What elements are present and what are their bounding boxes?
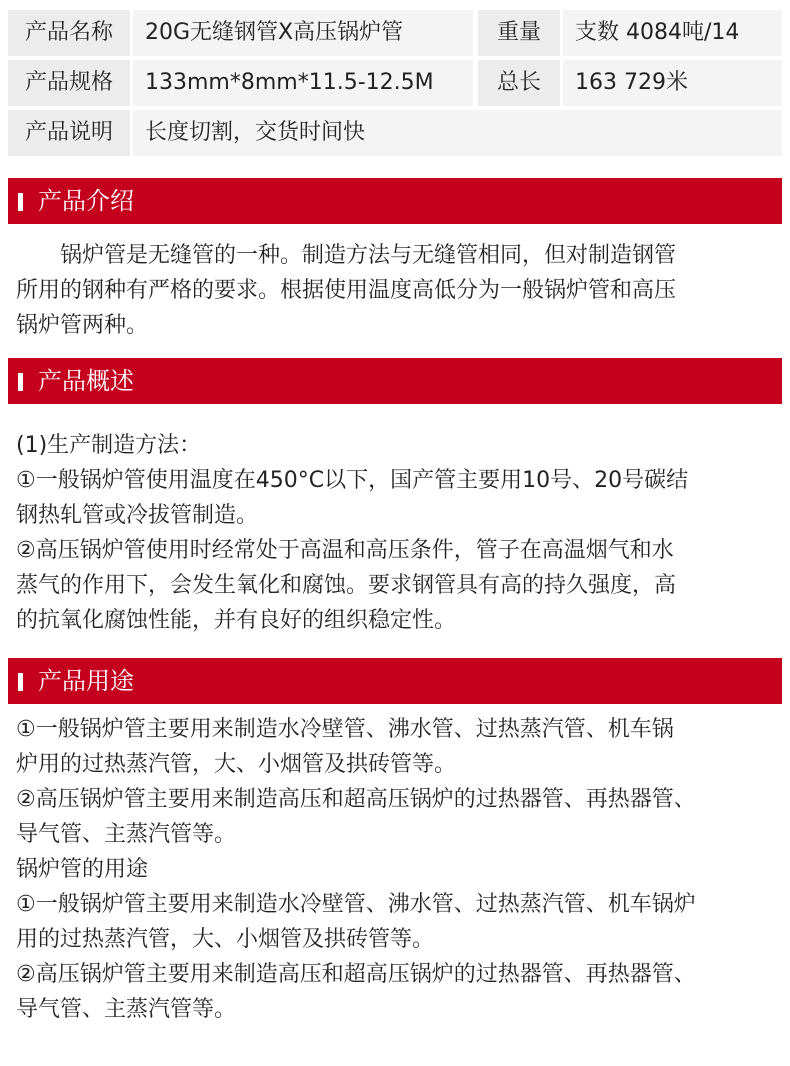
spec-label: 产品规格 bbox=[8, 60, 130, 106]
section-marker bbox=[18, 193, 23, 211]
text-line: ①一般锅炉管使用温度在450°C以下，国产管主要用10号、20号碳结 bbox=[16, 468, 689, 493]
text-line: 蒸气的作用下，会发生氧化和腐蚀。要求钢管具有高的持久强度，高 bbox=[16, 573, 677, 598]
spec-label: 总长 bbox=[478, 60, 560, 106]
spec-label: 产品名称 bbox=[8, 10, 130, 56]
text-line: 用的过热蒸汽管，大、小烟管及拱砖管等。 bbox=[16, 927, 435, 952]
spec-value: 133mm*8mm*11.5-12.5M bbox=[133, 60, 473, 106]
text-line: ①一般锅炉管主要用来制造水冷壁管、沸水管、过热蒸汽管、机车锅 bbox=[16, 717, 674, 742]
usage-paragraph bbox=[16, 712, 772, 1027]
spec-row-size bbox=[8, 60, 782, 106]
section-header-usage bbox=[8, 658, 782, 704]
spec-label: 重量 bbox=[478, 10, 560, 56]
spec-row-description bbox=[8, 110, 782, 156]
section-marker bbox=[18, 373, 23, 391]
text-line: ①一般锅炉管主要用来制造水冷壁管、沸水管、过热蒸汽管、机车锅炉 bbox=[16, 892, 696, 917]
overview-paragraph bbox=[16, 428, 772, 638]
spec-value: 长度切割，交货时间快 bbox=[133, 110, 782, 156]
text-line: 导气管、主蒸汽管等。 bbox=[16, 822, 237, 847]
section-title: 产品概述 bbox=[38, 367, 134, 395]
text-line: ②高压锅炉管主要用来制造高压和超高压锅炉的过热器管、再热器管、 bbox=[16, 962, 696, 987]
text-line: 锅炉管两种。 bbox=[16, 313, 149, 338]
spec-value: 163 729米 bbox=[563, 60, 782, 106]
text-line: 炉用的过热蒸汽管，大、小烟管及拱砖管等。 bbox=[16, 752, 457, 777]
spec-label: 产品说明 bbox=[8, 110, 130, 156]
text-line: 的抗氧化腐蚀性能，并有良好的组织稳定性。 bbox=[16, 608, 457, 633]
text-line: 所用的钢种有严格的要求。根据使用温度高低分为一般锅炉管和高压 bbox=[16, 278, 677, 303]
section-title: 产品用途 bbox=[38, 667, 134, 695]
section-header-overview bbox=[8, 358, 782, 404]
spec-value: 支数 4084吨/14 bbox=[563, 10, 782, 56]
spec-table bbox=[8, 10, 782, 160]
section-title: 产品介绍 bbox=[38, 187, 134, 215]
text-line: ②高压锅炉管主要用来制造高压和超高压锅炉的过热器管、再热器管、 bbox=[16, 787, 696, 812]
text-line: 钢热轧管或冷拔管制造。 bbox=[16, 503, 259, 528]
text-line: 锅炉管是无缝管的一种。制造方法与无缝管相同，但对制造钢管 bbox=[16, 243, 677, 268]
section-header-intro bbox=[8, 178, 782, 224]
spec-row-name bbox=[8, 10, 782, 56]
spec-value: 20G无缝钢管X高压锅炉管 bbox=[133, 10, 473, 56]
intro-paragraph bbox=[16, 238, 772, 343]
text-line: ②高压锅炉管使用时经常处于高温和高压条件，管子在高温烟气和水 bbox=[16, 538, 674, 563]
text-line: 导气管、主蒸汽管等。 bbox=[16, 997, 237, 1022]
text-line: 锅炉管的用途 bbox=[16, 857, 149, 882]
section-marker bbox=[18, 673, 23, 691]
text-line: (1)生产制造方法： bbox=[16, 433, 202, 458]
